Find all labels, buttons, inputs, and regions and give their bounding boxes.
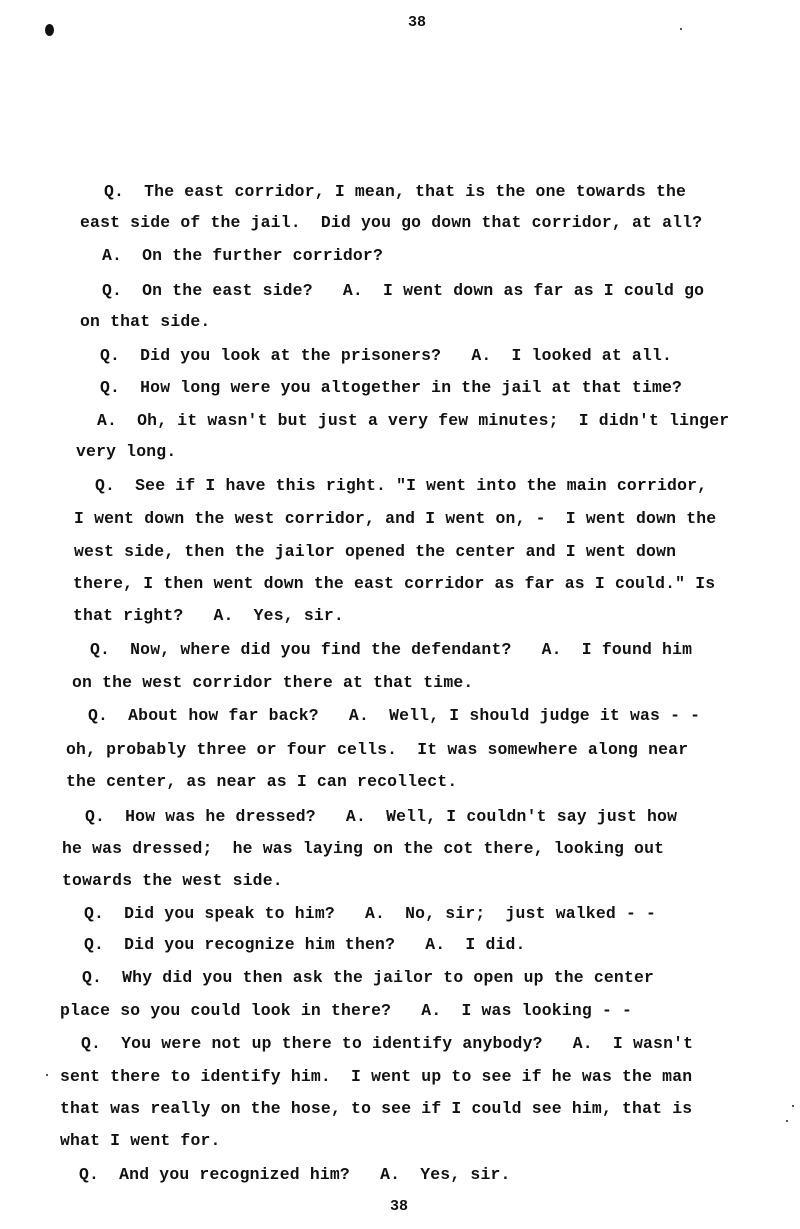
scan-speck	[46, 1074, 48, 1076]
transcript-line: on the west corridor there at that time.	[72, 673, 474, 692]
transcript-line: Q. You were not up there to identify anybody? A. I wasn't	[81, 1034, 694, 1053]
transcript-line: Q. How was he dressed? A. Well, I couldn't say just how	[85, 807, 678, 826]
transcript-line: that right? A. Yes, sir.	[73, 606, 344, 625]
transcript-line: Q. And you recognized him? A. Yes, sir.	[79, 1165, 511, 1184]
transcript-line: towards the west side.	[62, 871, 283, 890]
transcript-line: A. On the further corridor?	[102, 246, 384, 265]
page-number-top: 38	[408, 14, 427, 31]
transcript-line: sent there to identify him. I went up to see if he was the man	[60, 1067, 693, 1086]
transcript-line: Q. Why did you then ask the jailor to open up the center	[82, 968, 655, 987]
transcript-line: oh, probably three or four cells. It was somewhere along near	[66, 740, 689, 759]
transcript-line: Q. Did you speak to him? A. No, sir; just walked - -	[84, 904, 657, 923]
transcript-line: what I went for.	[60, 1131, 221, 1150]
transcript-line: there, I then went down the east corridor as far as I could." Is	[73, 574, 716, 593]
transcript-line: place so you could look in there? A. I was looking - -	[60, 1001, 633, 1020]
transcript-line: the center, as near as I can recollect.	[66, 772, 458, 791]
transcript-line: Q. Now, where did you find the defendant? A. I found him	[90, 640, 693, 659]
transcript-line: that was really on the hose, to see if I could see him, that is	[60, 1099, 693, 1118]
scan-speck	[680, 28, 682, 30]
transcript-line: Q. About how far back? A. Well, I should judge it was - -	[88, 706, 701, 725]
page-number-bottom: 38	[390, 1198, 409, 1215]
transcript-line: A. Oh, it wasn't but just a very few minutes; I didn't linger	[97, 411, 730, 430]
transcript-line: Q. The east corridor, I mean, that is the one towards the	[104, 182, 687, 201]
transcript-line: Q. On the east side? A. I went down as far as I could go	[102, 281, 705, 300]
transcript-line: west side, then the jailor opened the center and I went down	[74, 542, 677, 561]
transcript-line: Q. How long were you altogether in the jail at that time?	[100, 378, 683, 397]
scan-speck	[792, 1105, 794, 1107]
transcript-line: very long.	[76, 442, 177, 461]
transcript-line: he was dressed; he was laying on the cot there, looking out	[62, 839, 665, 858]
transcript-line: east side of the jail. Did you go down that corridor, at all?	[80, 213, 703, 232]
transcript-line: Q. Did you recognize him then? A. I did.	[84, 935, 526, 954]
scan-speck	[786, 1120, 788, 1122]
punch-hole-mark	[45, 24, 54, 36]
transcript-line: on that side.	[80, 312, 211, 331]
transcript-line: Q. Did you look at the prisoners? A. I looked at all.	[100, 346, 673, 365]
transcript-line: I went down the west corridor, and I went on, - I went down the	[74, 509, 717, 528]
transcript-line: Q. See if I have this right. "I went into the main corridor,	[95, 476, 708, 495]
